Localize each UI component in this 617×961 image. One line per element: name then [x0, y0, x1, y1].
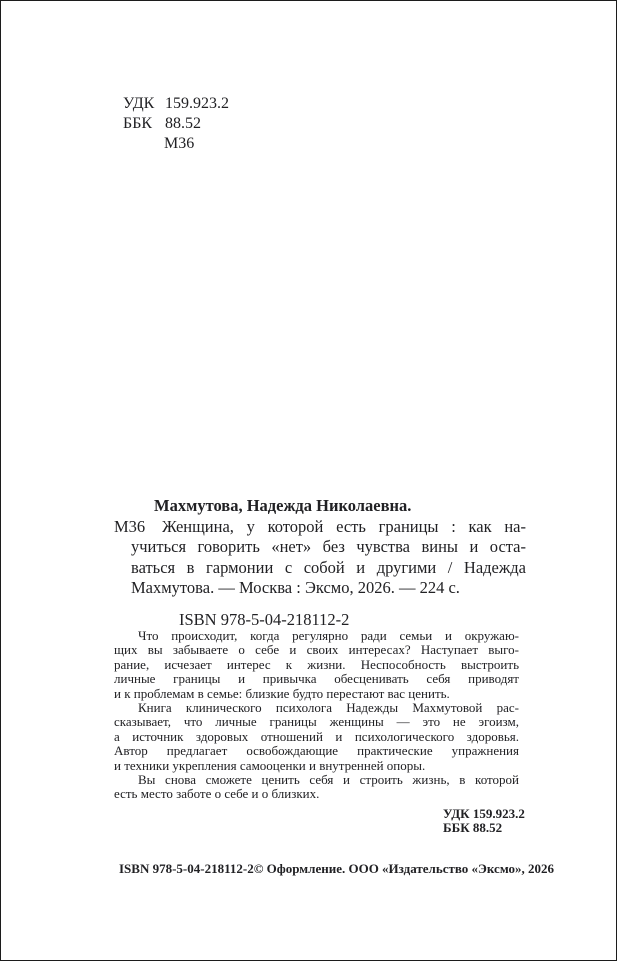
- annotation-line: сказывает, что личные границы женщины — это не эгоизм,: [114, 714, 519, 730]
- annotation-line: а источник здоровых отношений и психологического здоровья.: [114, 728, 519, 744]
- card-description: [114, 517, 526, 599]
- author-heading: Махмутова, Надежда Николаевна.: [154, 496, 412, 515]
- udk-row: [123, 94, 229, 114]
- imprint-line: [119, 861, 554, 877]
- udk-label: УДК: [123, 95, 155, 112]
- annotation-line: щих вы забываете о себе и своих интересах? Наступает выго-: [114, 642, 519, 658]
- bbk-label: ББК: [123, 115, 153, 132]
- annotation-line: Книга клинического психолога Надежды Махмутовой рас-: [138, 700, 519, 716]
- bottom-udk: УДК 159.923.2: [443, 806, 525, 821]
- annotation-line: рание, исчезает интерес к жизни. Неспособность выстроить: [114, 656, 519, 672]
- bibliographic-card: [114, 496, 526, 631]
- top-classification-codes: [123, 94, 229, 154]
- card-margin-code: М36: [114, 516, 146, 536]
- annotation-line: и к проблемам в семье: близкие будто перестают вас ценить.: [114, 685, 450, 701]
- footer-copyright: © Оформление. ООО «Издательство «Эксмо», 2026: [253, 861, 554, 876]
- annotation-paragraph: [114, 629, 519, 701]
- udk-value: 159.923.2: [165, 95, 229, 112]
- annotation-paragraph: [114, 701, 519, 773]
- annotation-line: Автор предлагает освобождающие практические упражнения: [114, 743, 519, 759]
- card-line: ваться в гармонии с собой и другими / Надежда: [131, 557, 526, 577]
- annotation-line: и техники укрепления самооценки и внутренней опоры.: [114, 757, 426, 773]
- annotation-line: личные границы и привычка обесценивать себя приводят: [114, 671, 519, 687]
- card-isbn: ISBN 978-5-04-218112-2: [179, 609, 350, 629]
- annotation-paragraph: [114, 773, 519, 802]
- card-line: Махмутова. — Москва : Эксмо, 2026. — 224 с.: [131, 578, 460, 598]
- bottom-classification-codes: [443, 807, 525, 834]
- bottom-bbk: ББК 88.52: [443, 819, 503, 835]
- annotation-line: есть место заботе о себе и о близких.: [114, 786, 320, 802]
- card-line: учиться говорить «нет» без чувства вины и оста-: [131, 537, 526, 557]
- annotation-line: Что происходит, когда регулярно ради семьи и окружаю-: [138, 628, 519, 643]
- author-sign: М36: [164, 135, 195, 152]
- card-line: Женщина, у которой есть границы : как на-: [162, 516, 526, 536]
- author-sign-row: [123, 134, 229, 154]
- bbk-row: [123, 114, 229, 134]
- annotation: [114, 629, 519, 802]
- bbk-value: 88.52: [165, 115, 201, 132]
- annotation-line: Вы снова сможете ценить себя и строить жизнь, в которой: [138, 772, 519, 788]
- footer-isbn: ISBN 978-5-04-218112-2: [119, 861, 254, 876]
